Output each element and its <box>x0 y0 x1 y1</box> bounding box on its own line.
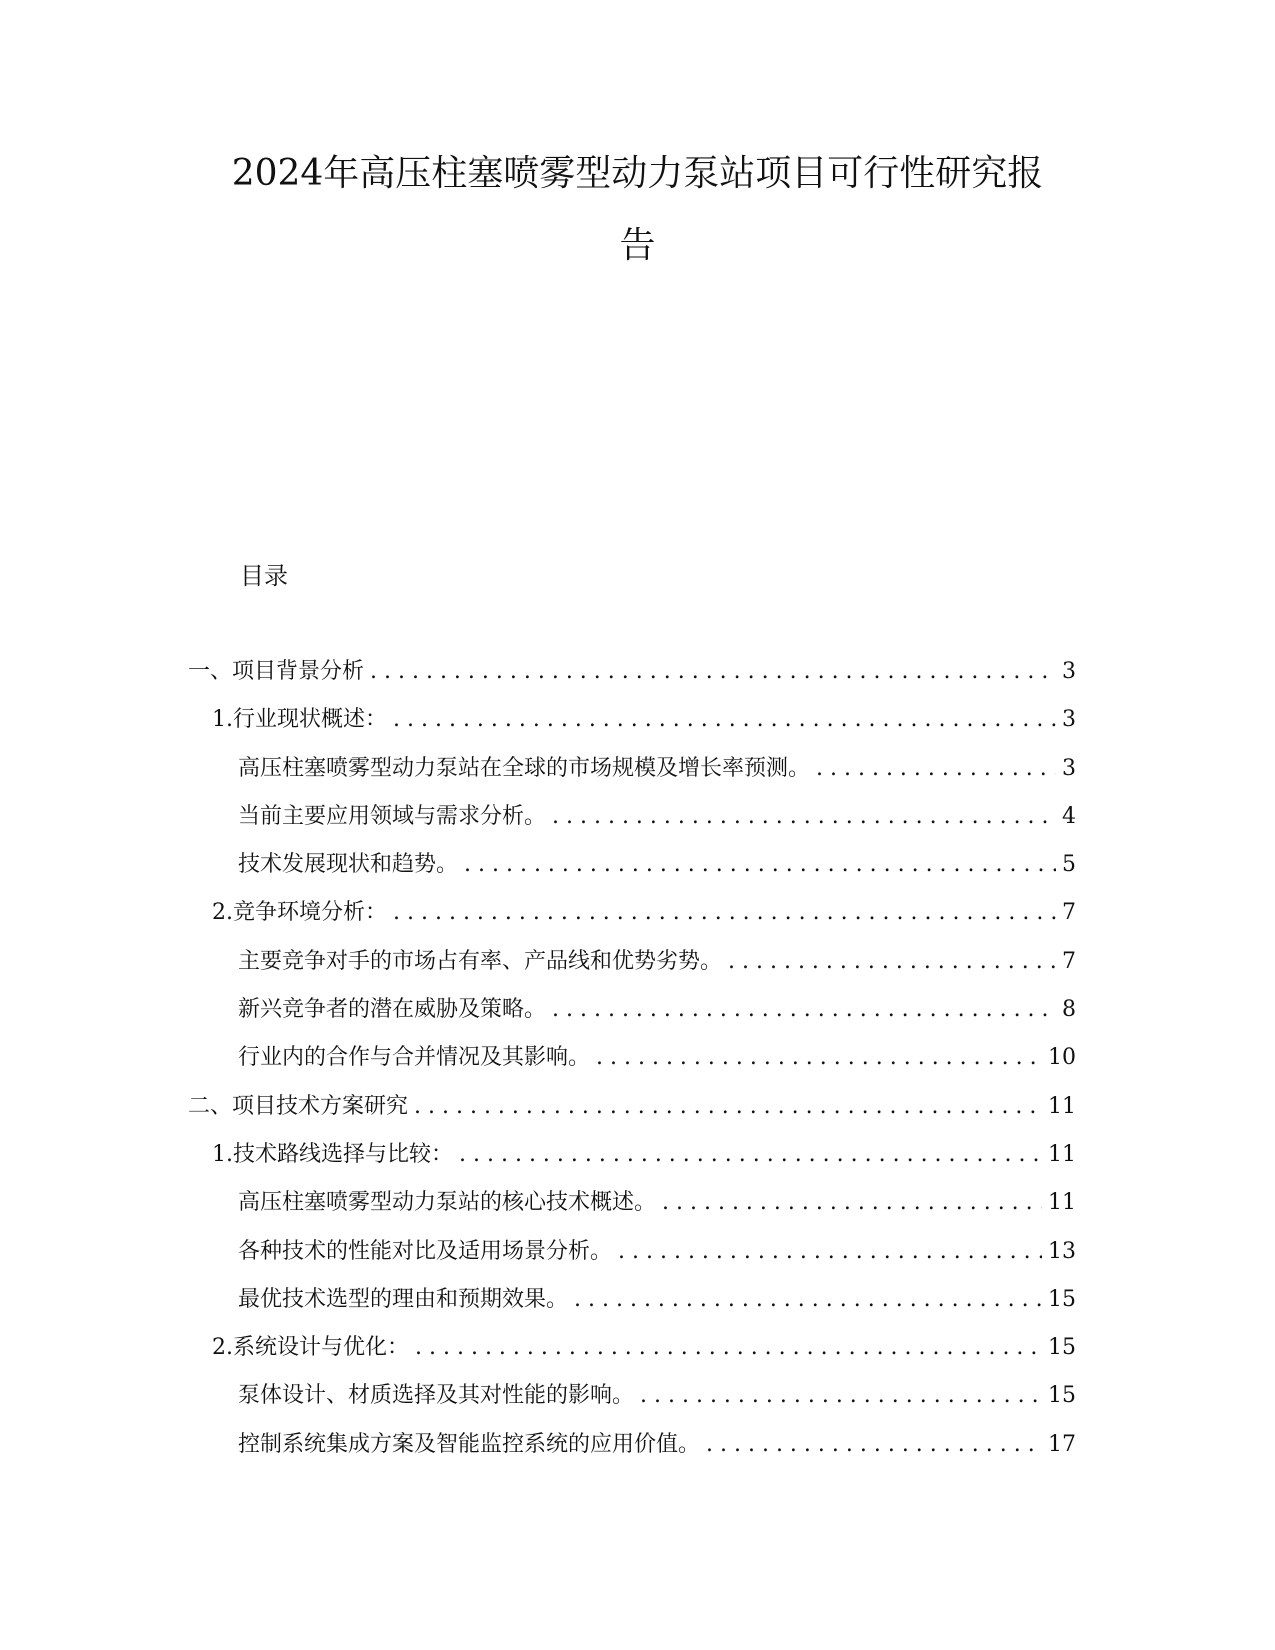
toc-dot-leader <box>370 659 1056 684</box>
toc-entry-label: 高压柱塞喷雾型动力泵站在全球的市场规模及增长率预测。 <box>238 755 811 781</box>
toc-dot-leader <box>393 900 1056 925</box>
toc-entry[interactable] <box>188 1282 1076 1330</box>
toc-entry-label: 竞争环境分析： <box>233 900 388 926</box>
toc-entry-page-number: 5 <box>1062 852 1076 878</box>
toc-entry[interactable] <box>188 1234 1076 1282</box>
toc-entry-number: 1. <box>212 1141 233 1167</box>
toc-entry[interactable] <box>188 944 1076 992</box>
toc-entry[interactable] <box>188 702 1076 750</box>
toc-entry[interactable] <box>188 1427 1076 1475</box>
toc-entry-label: 各种技术的性能对比及适用场景分析。 <box>238 1238 613 1264</box>
toc-entry-page-number: 11 <box>1048 1190 1076 1216</box>
toc-entry-label: 行业内的合作与合并情况及其影响。 <box>238 1045 591 1071</box>
title-line-2: 告 <box>619 225 656 266</box>
table-of-contents <box>188 654 1076 1475</box>
toc-entry-label: 行业现状概述： <box>233 707 388 733</box>
toc-entry-label: 最优技术选型的理由和预期效果。 <box>238 1286 569 1312</box>
toc-entry-page-number: 4 <box>1062 803 1076 829</box>
toc-entry-page-number: 8 <box>1062 997 1076 1023</box>
toc-entry-label: 泵体设计、材质选择及其对性能的影响。 <box>238 1383 635 1409</box>
toc-entry[interactable] <box>188 654 1076 702</box>
toc-entry-page-number: 10 <box>1048 1045 1076 1071</box>
toc-entry-page-number: 3 <box>1062 707 1076 733</box>
toc-entry[interactable] <box>188 1040 1076 1088</box>
toc-entry[interactable] <box>188 992 1076 1040</box>
toc-entry-label: 高压柱塞喷雾型动力泵站的核心技术概述。 <box>238 1190 657 1216</box>
toc-entry-page-number: 13 <box>1048 1238 1076 1264</box>
toc-dot-leader <box>415 1335 1042 1360</box>
toc-entry[interactable] <box>188 1185 1076 1233</box>
toc-entry-page-number: 7 <box>1062 948 1076 974</box>
toc-dot-leader <box>596 1045 1042 1070</box>
toc-dot-leader <box>618 1239 1042 1264</box>
toc-entry[interactable] <box>188 799 1076 847</box>
toc-entry-label: 系统设计与优化： <box>233 1335 410 1361</box>
toc-dot-leader <box>393 707 1056 732</box>
toc-dot-leader <box>464 852 1056 877</box>
toc-entry-number: 2. <box>212 900 233 926</box>
document-title <box>180 138 1095 282</box>
toc-entry-label: 当前主要应用领域与需求分析。 <box>238 803 547 829</box>
toc-entry-label: 一、项目背景分析 <box>188 659 365 684</box>
toc-entry-page-number: 11 <box>1048 1093 1076 1119</box>
toc-entry-page-number: 15 <box>1048 1335 1076 1361</box>
toc-entry-label: 控制系统集成方案及智能监控系统的应用价值。 <box>238 1431 701 1457</box>
toc-dot-leader <box>662 1190 1042 1215</box>
toc-entry[interactable] <box>188 847 1076 895</box>
toc-dot-leader <box>414 1094 1042 1119</box>
toc-entry-page-number: 3 <box>1062 659 1076 684</box>
title-line-1: 2024年高压柱塞喷雾型动力泵站项目可行性研究报 <box>231 153 1044 194</box>
toc-entry-page-number: 15 <box>1048 1383 1076 1409</box>
toc-entry-label: 二、项目技术方案研究 <box>188 1093 409 1119</box>
toc-entry-page-number: 15 <box>1048 1286 1076 1312</box>
toc-dot-leader <box>640 1383 1042 1408</box>
toc-dot-leader <box>816 756 1056 781</box>
toc-dot-leader <box>706 1432 1042 1457</box>
toc-dot-leader <box>574 1287 1042 1312</box>
toc-entry-number: 1. <box>212 707 233 733</box>
toc-dot-leader <box>459 1142 1042 1167</box>
toc-dot-leader <box>552 804 1056 829</box>
toc-entry-page-number: 17 <box>1048 1431 1076 1457</box>
toc-entry[interactable] <box>188 1137 1076 1185</box>
toc-entry-page-number: 7 <box>1062 900 1076 926</box>
toc-dot-leader <box>728 949 1056 974</box>
toc-entry-label: 技术路线选择与比较： <box>233 1141 454 1167</box>
toc-entry[interactable] <box>188 1330 1076 1378</box>
toc-entry-number: 2. <box>212 1335 233 1361</box>
toc-entry-page-number: 11 <box>1048 1141 1076 1167</box>
toc-entry[interactable] <box>188 1378 1076 1426</box>
toc-heading: 目录 <box>240 562 288 590</box>
toc-dot-leader <box>552 997 1056 1022</box>
toc-entry-label: 新兴竞争者的潜在威胁及策略。 <box>238 997 547 1023</box>
toc-entry-label: 技术发展现状和趋势。 <box>238 852 459 878</box>
toc-entry[interactable] <box>188 751 1076 799</box>
toc-entry[interactable] <box>188 1089 1076 1137</box>
toc-entry-page-number: 3 <box>1062 755 1076 781</box>
toc-entry[interactable] <box>188 895 1076 943</box>
toc-entry-label: 主要竞争对手的市场占有率、产品线和优势劣势。 <box>238 948 723 974</box>
